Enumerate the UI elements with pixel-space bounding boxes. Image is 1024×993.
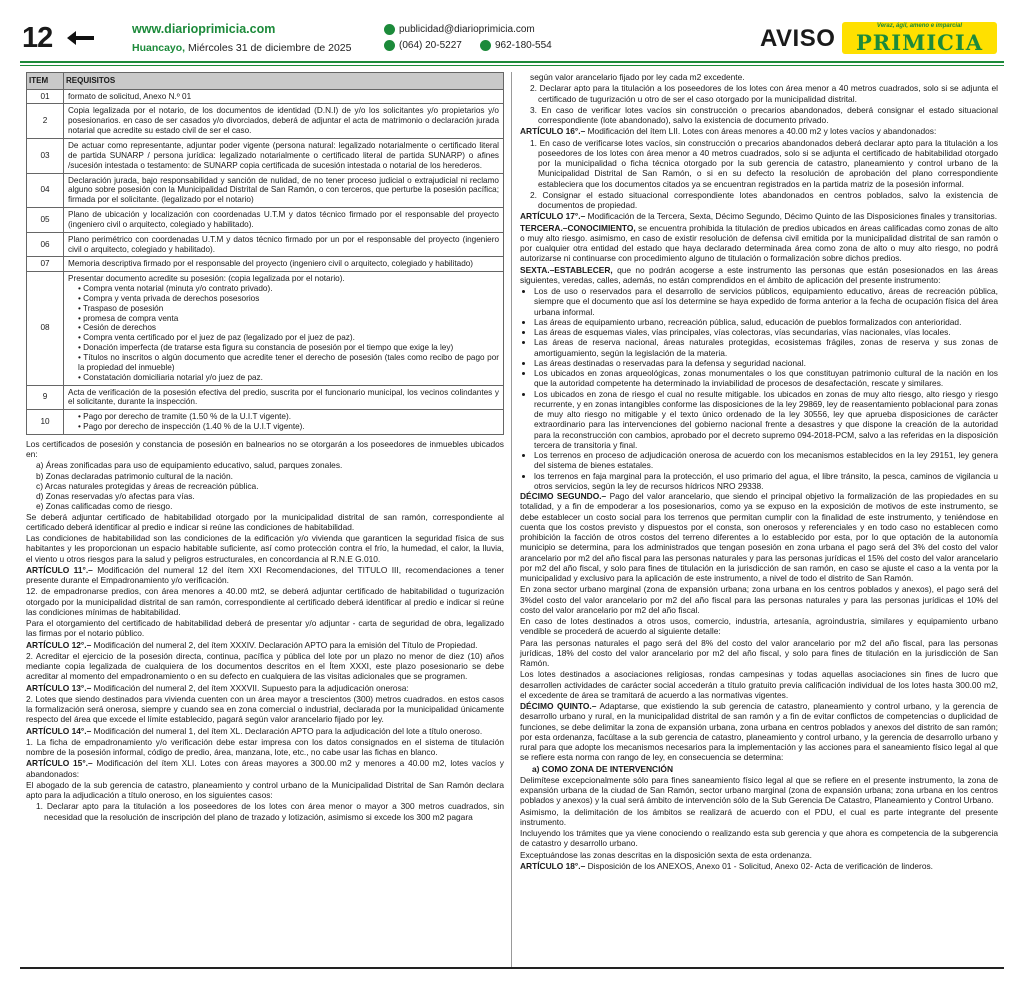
list-item: b) Zonas declaradas patrimonio cultural de la nación. [36,470,233,481]
list-item: c) Arcas naturales protegidas y áreas de recreación pública. [36,480,259,491]
primicia-logo: Veraz, ágil, ameno e imparcial PRIMICIA [842,22,997,54]
item-number: 08 [27,272,64,385]
paragraph: 2. Acreditar el ejercicio de la posesión directa, continua, pacífica y pública del lote por un plazo no menor de diez (10) años mediante copia legalizada de cualquiera de los documentos descritos en el Ítem XXXI, este plazo posesionario se debe acreditar al momento del empadronamiento o en su defecto en cualquiera de las visitas adicionales que se programen. [26,650,504,682]
sixth-provision-list [520,286,998,491]
list-item: d) Zonas reservadas y/o afectas para vías. [36,491,195,502]
paragraph: 2. Consignar el estado situacional correspondiente lotes abandonados en centros poblados, salvo la existencia de documentos de propiedad. [530,189,998,210]
list-item: • Las áreas de reserva nacional, áreas naturales protegidas, ecosistemas frágiles, zonas de reserva y sus zonas de amortiguamiento, según la legislación de la materia. [534,337,998,358]
requirement-text: Copia legalizada por el notario, de los documentos de identidad (D.N.I) de y/o los solicitantes y/o propietarios y/o posesionarios. en caso de ser casados y/o divorciados, deberá de adjuntar el acta de matrimonio o declaración jurada notarial que acredite su estado civil de ser el caso. [64,104,504,139]
requirement-text: De actuar como representante, adjuntar poder vigente (persona natural: legalizado notarialmente o certificado literal de partida SUNARP / persona jurídica: legalizado notarialmente o certificado literal de partida SUNARP) o afines /sucesión intestada o testamento: de SUNARP copia certificada de sucesión intestada o notarial de los herederos. [64,138,504,173]
exclusion-list [26,460,504,511]
article-15: ARTÍCULO 15°.– Modificación del ítem XLI. Lotes con áreas mayores a 300.00 m2 y menores a 40.00 m2, lotes vacíos y abandonados: [26,758,504,779]
article-12: ARTÍCULO 12°.– Modificación del numeral 2, del ítem XXXIV. Declaración APTO para la emisión del Título de Propiedad. [26,639,478,650]
header-rule-thin [20,65,1004,66]
table-row [27,272,504,385]
list-item: • Donación imperfecta (de tratarse esta figura su constancia de posesión por el tiempo que exige la ley) [78,343,499,353]
left-column [26,72,504,823]
paragraph: 1. La ficha de empadronamiento y/o verificación debe estar impresa con los datos consignados en el sistema de titulación nombre de la posesión informal, código de predio, área, manzana, lote, etc., no cabe usar las fichas en blanco. [26,736,504,758]
table-row [27,257,504,272]
paragraph: Incluyendo los trámites que ya viene conociendo o realizando esta sub gerencia y que ahora es competencia de la subgerencia de catastro y desarrollo urbano. [520,828,998,849]
list-item: • Constatación domiciliaria notarial y/o juez de paz. [78,373,499,383]
column-divider [511,72,512,967]
table-row [27,208,504,233]
right-column [520,72,998,872]
fifteenth-provision: DÉCIMO QUINTO.– Adaptarse, que existiendo la sub gerencia de catastro, planeamiento y control urbano, y la gerencia de desarrollo urbano y rural, en la municipalidad distrital de san ramón y a fin de evitar conflictos de competencias o duplicidad de funciones, se debe delimitar la zona de expansión urbana, zona urbana en centros poblados y anexos del distrito de san ramón; por esta ordenanza, facúltase a la sub gerencia de catastro, planeamiento y control urbano, y la gerencia de desarrollo urbano y rural para que adopte los mecanismos necesarios para la implementación y las acciones para el saneamiento físico legal al que se refiere esta norma con rango de ley, en consecuencia se determina: [520,701,999,763]
item-number: 05 [27,208,64,233]
paragraph: Los lotes destinados a asociaciones religiosas, rondas campesinas y todas aquellas asociaciones sin fines de lucro que desarrollen actividades de carácter social accederán a título gratuito previa calificación individual de los lotes hasta 300.00 m2, el excedente de área se tramitará de acuerdo a las normativas vigentes. [520,669,998,700]
list-item: • Cesión de derechos [78,323,499,333]
list-item: • Los ubicados en zona de riesgo el cual no resulte mitigable. los ubicados en zonas de muy alto riesgo, alto riesgo y riesgo recurrente, y en zonas intangibles conforme las disposiciones de la ley 29869, ley de reasentamiento poblacional para zonas de muy alto riesgo no mitigable y el texto único ordenado de la ley 30556, ley que aprueba disposiciones de carácter extraordinario para las intervenciones del gobierno nacional frente a desastres y que dispone la creación de la autoridad para la reconstrucción con cambios, aprobado por el decreto supremo 094-2018-PCM, salvo a las referidas en la disposición tercera de transitoria y final. [534,389,998,451]
paragraph: 1. Declarar apto para la titulación a los poseedores de los lotes con área menor o mayor a 300 metros cuadrados, sin necesidad que la resolución de inscripción del plano de trazado y lotización, asimismo si excede los 300 m2 pagara [36,801,504,822]
paragraph: Para las personas naturales el pago será del 8% del costo del valor arancelario por m2 del año fiscal, para las personas jurídicas, 18% del costo del valor arancelario por m2 del año fiscal, y solo para fines de titulación en la jurisdicción de San Ramón. [520,637,998,668]
item-number: 06 [27,232,64,257]
whatsapp-icon [480,40,491,51]
paragraph: 1. En caso de verificarse lotes vacíos, sin construcción o precarios abandonados deberá declarar apto para la titulación a los poseedores de los lotes con área menor a 40 metros cuadrados, solo si se adjunta el certificado de habitabilidad otorgado por la municipalidad o ficha técnica otorgado por la sub gerencia de catastro, planeamiento y control urbano de la Municipalidad Distrital de San Ramón, o si en su defecto la resolución de aprobación del plano correspondiente estableciera que los documentos citados ya se encuentran registrados en la partida matriz de la posesión informal. [530,137,998,189]
phone-icon [384,40,395,51]
table-row [27,138,504,173]
phone-contact: (064) 20-5227 [384,40,462,51]
requirement-text: Declaración jurada, bajo responsabilidad y sanción de nulidad, de no tener proceso judicial o extrajudicial ni reclamo alguno sobre posesión con la Municipalidad Distrital de San Ramón, o con terceros, que perturbe la posesión pacífica; firmada por el solicitante. (legalizado por el notario) [64,173,504,208]
paragraph: Para el otorgamiento del certificado de habitabilidad deberá de presentar y/o adjuntar - carta de seguridad de obra, legalizado las firmas por el notario público. [26,618,504,639]
paragraph: Los certificados de posesión y constancia de posesión en balnearios no se otorgarán a los poseedores de inmuebles ubicados en: [26,438,504,460]
arrow-left-icon [66,28,96,48]
email-contact: publicidad@diarioprimicia.com [384,24,535,35]
paragraph: 2. Lotes que siendo destinados para vivienda cuenten con un área mayor a trescientos (300) metros cuadrados. en estos casos la formalización será onerosa, siempre y cuando sea en zona comercial o industrial, declarada por la municipalidad únicamente respecto del área que excede el límite establecido, pagará según valor arancelario fijado por ley. [26,693,504,725]
article-16: ARTÍCULO 16°.– Modificación del ítem LII. Lotes con áreas menores a 40.00 m2 y lotes vacíos y abandonados: [520,126,937,137]
table-row [27,410,504,435]
paragraph: Las condiciones de habitabilidad son las condiciones de la edificación y/o vivienda que garanticen la seguridad física de sus habitantes y les proporcionan un espacio habitable suficiente, así como protección contra el frío, la humedad, el calor, la lluvia, el viento u otros riesgos para la salud y peligros estructurales, en concordancia al R.N.E G.010. [26,533,504,564]
list-item: • los terrenos en faja marginal para la protección, el uso primario del agua, el libre tránsito, la pesca, caminos de vigilancia u otros servicios, según la ley de recursos hídricos NRO 29338. [534,471,998,492]
zone-heading: a) COMO ZONA DE INTERVENCIÓN [532,763,673,774]
list-item: • Los terrenos en proceso de adjudicación onerosa de acuerdo con los mecanismos establecidos en la ley 29151, ley genera del sistema de bienes estatales. [534,450,998,471]
requirement-text [64,410,504,435]
list-item: a) Áreas zonificadas para uso de equipamiento educativo, salud, parques zonales. [36,460,343,471]
item-number: 07 [27,257,64,272]
article-14: ARTÍCULO 14°.– Modificación del numeral 1, del ítem XL. Declaración APTO para la adjudicación del lote a título oneroso. [26,725,483,736]
list-item: • Traspaso de posesión [78,304,499,314]
item-number: 01 [27,89,64,104]
col-req-header: REQUISITOS [64,73,504,90]
list-item: • Las áreas destinadas o reservadas para la defensa y seguridad nacional. [534,358,998,368]
requirement-text: Plano perimétrico con coordenadas U.T.M y datos técnico firmado por un por el responsable del proyecto (ingeniero civil o arquitecto, colegiado y habilitado). [64,232,504,257]
article-body [20,72,1004,969]
article-13: ARTÍCULO 13°.– Modificación del numeral 2, del ítem XXXVII. Supuesto para la adjudicación onerosa: [26,682,409,693]
requirement-text: Presentar documento acredite su posesión: (copia legalizada por el notario). • Compra venta notarial (minuta y/o contrato privado). • Compra y venta privada de derechos posesorios • Traspaso de posesión • promesa de compra venta • Cesión de derechos • Compra venta certificado por el juez de paz (legalizado por el juez de paz). • Donación imperfecta (de tratarse esta figura su constancia de posesión por el tiempo que exige la ley) • Títulos no inscritos o algún documento que acredite tener el derecho de posesión (tales como recibo de pago por la propiedad del inmueble) • Constatación domiciliaria notarial y/o juez de paz. [64,272,504,385]
paragraph: Se deberá adjuntar certificado de habitabilidad otorgado por la municipalidad distrital de san ramón, correspondiente al certificado deberá identificar al predio e indicar si reúne las condiciones de habitabilidad. [26,511,504,532]
header [20,18,1004,60]
article-11: ARTÍCULO 11°.– Modificación del numeral 12 del ítem XXI Recomendaciones, del TITULO III, recomendaciones a tener presente durante el Empadronamiento y/o verificación. [26,564,504,586]
table-row [27,232,504,257]
list-item: • Pago por derecho de inspección (1.40 % de la U.I.T vigente). [78,422,499,432]
paragraph: según valor arancelario fijado por ley cada m2 excedente. [530,72,745,82]
table-row [27,104,504,139]
paragraph: El abogado de la sub gerencia de catastro, planeamiento y control urbano de la Municipalidad Distrital de San Ramón declara apto para la adjudicación a título oneroso, en los siguientes casos: [26,779,504,801]
item-number: 03 [27,138,64,173]
requirement-text: Acta de verificación de la posesión efectiva del predio, suscrita por el funcionario municipal, los vecinos colindantes y el solicitante, durante la inspección. [64,385,504,410]
requirement-text: Memoria descriptiva firmado por el responsable del proyecto (ingeniero civil o arquitecto, colegiado y habilitado) [64,257,504,272]
list-item: • Los ubicados en zonas arqueológicas, zonas monumentales o los que constituyan patrimonio cultural de la nación en los que la autoridad competente ha determinado la inviabilidad de procesos de desafectación, rescate y similares. [534,368,998,389]
paragraph: 3. En caso de verificar lotes vacíos sin construcción o precarios abandonados, deberá consignar el estado situacional correspondiente (lote abandonado), salvo la existencia de documento privado. [530,104,998,125]
site-url[interactable]: www.diarioprimicia.com [132,22,276,36]
requirement-text: Plano de ubicación y localización con coordenadas U.T.M y datos técnico firmado por el responsable del proyecto (ingeniero civil o arquitecto, colegiado y habilitado). [64,208,504,233]
twelfth-provision: DÉCIMO SEGUNDO.– Pago del valor arancelario, que siendo el principal objetivo la formalización de las propiedades en su totalidad, y a fin de empoderar a los posesionarios, como ya se expuso en la exposición de motivos de este instrumento, se debe establecer un costo social para los terrenos que permitan cumplir con la finalidad de este instrumento, y teniéndose en cuenta que los costos previsto y dispuestos por el consta, son onerosos y referenciales y en todo caso no establecen como prohibición la facción de otros costos del terreno diferentes a lo establecido por esta, por lo que optación de la autonomía municipio se determina, para los administrados que tengan posesión en zona urbana el pago será del 3% del costo del valor arancelario por m2 del año fiscal para las personas naturales y para las personas jurídicas el 15% del costo del valor arancelario por m2 del año fiscal, y solo para fines de titulación en la jurisdicción de san ramón, en caso se ajuste el caso a la venta por la municipalidad y exclusivo para la aplicación de este instrumento, a nivel de todo el distrito de San Ramón. [520,491,998,583]
list-item: • Las áreas de esquemas viales, vías principales, vías colectoras, vías secundarias, vías nacionales, vías locales. [534,327,998,337]
page-number: 12 [22,22,53,54]
paragraph: Delimítese excepcionalmente sólo para fines saneamiento físico legal al que se refiere en el presente instrumento, la zona de expansión urbana de la ciudad de San Ramón, sector urbano marginal (zona de expansión urbana; zona urbana en los centros poblados y anexos) y la cual será ámbito de intervención sólo de la Sub Gerencia De Catastro, Planeamiento y Control Urbano. [520,774,998,806]
paragraph: En caso de lotes destinados a otros usos, comercio, industria, artesanía, agroindustria, similares y equipamiento urbano vendible se procederá de acuerdo al siguiente detalle: [520,616,998,637]
header-rule [20,61,1004,63]
paragraph: 2. Declarar apto para la titulación a los poseedores de los lotes con área menor a 40 metros cuadrados, solo si se adjunta el certificado de tugurización u otro de ser el caso otorgado por la municipalidad distrital. [530,83,998,104]
paragraph: En zona sector urbano marginal (zona de expansión urbana; zona urbana en los centros poblados y anexos), el pago será del 3%del costo del valor arancelario por m2 del año fiscal para las personas naturales y para las personas jurídicas el 10% del costo del valor arancelario por m2 del año fiscal. [520,584,998,615]
list-item: • Compra venta certificado por el juez de paz (legalizado por el juez de paz). [78,333,499,343]
list-item: • Las áreas de equipamiento urbano, recreación pública, salud, educación de pueblos formalizados con anterioridad. [534,317,998,327]
issue-date: Huancayo, Miércoles 31 de diciembre de 2025 [132,42,352,54]
list-item: • promesa de compra venta [78,314,499,324]
page [20,18,1004,973]
article-17: ARTÍCULO 17°.– Modificación de la Tercera, Sexta, Décimo Segundo, Décimo Quinto de las Disposiciones finales y transitorias. [520,211,998,222]
email-icon [384,24,395,35]
section-title: AVISO [760,25,836,52]
table-row [27,173,504,208]
list-item: • Compra venta notarial (minuta y/o contrato privado). [78,284,499,294]
paragraph: Exceptuándose las zonas descritas en la disposición sexta de esta ordenanza. [520,849,812,860]
article-18: ARTÍCULO 18°.– Disposición de los ANEXOS, Anexo 01 - Solicitud, Anexo 02- Acta de verificación de linderos. [520,860,934,871]
list-item: • Pago por derecho de tramite (1.50 % de la U.I.T vigente). [78,412,499,422]
item-number: 04 [27,173,64,208]
item-number: 9 [27,385,64,410]
paragraph: 12. de empadronarse predios, con área menores a 40.00 mt2, se deberá adjuntar certificado de habitabilidad o tugurización otorgado por la municipalidad distrital de san ramón, correspondiente al certificado deberá identificar al predio e indicar si reúne las condiciones mínimas de habitabilidad. [26,586,504,617]
list-item: e) Zonas calificadas como de riesgo. [36,501,173,512]
mobile-contact: 962-180-554 [480,40,552,51]
list-item: • Compra y venta privada de derechos posesorios [78,294,499,304]
list-item: • Los de uso o reservados para el desarrollo de servicios públicos, equipamiento educativo, áreas de recreación pública, siempre que el documento que así los determine se haya expedido de forma anterior a la fecha de ocupación física del área urbana informal. [534,286,998,317]
sixth-provision: SEXTA.–ESTABLECER, que no podrán acogerse a este instrumento las personas que están posesionados en las áreas siguientes, veredas, calles, además, no están comprendidos en el ámbito de aplicación del presente instrumento: [520,264,998,285]
item-number: 2 [27,104,64,139]
requirements-table [26,72,504,435]
col-item-header: ITEM [27,73,64,90]
third-provision: TERCERA.–CONOCIMIENTO, se encuentra prohibida la titulación de predios ubicados en áreas calificadas como zonas de alto o muy alto riesgo. asimismo, en caso de existir resolución de defensa civil emitida por la municipalidad distrital de san ramón o por cualquier otra entidad del estado que haya declarado determinada área como zona de alto o muy alto riesgo, no podrá autorizarse ni continuarse con procedimiento alguno de titulación o formalización sobre dichos predios. [520,222,998,264]
list-item: • Títulos no inscritos o algún documento que acredite tener el derecho de posesión (tales como recibo de pago por la propiedad del inmueble) [78,353,499,373]
paragraph: Asimismo, la delimitación de los ámbitos se realizará de acuerdo con el PDU, el cual es parte integrante del presente instrumento. [520,806,998,827]
item-number: 10 [27,410,64,435]
requirement-text: formato de solicitud, Anexo N.º 01 [64,89,504,104]
table-row [27,385,504,410]
table-row [27,89,504,104]
